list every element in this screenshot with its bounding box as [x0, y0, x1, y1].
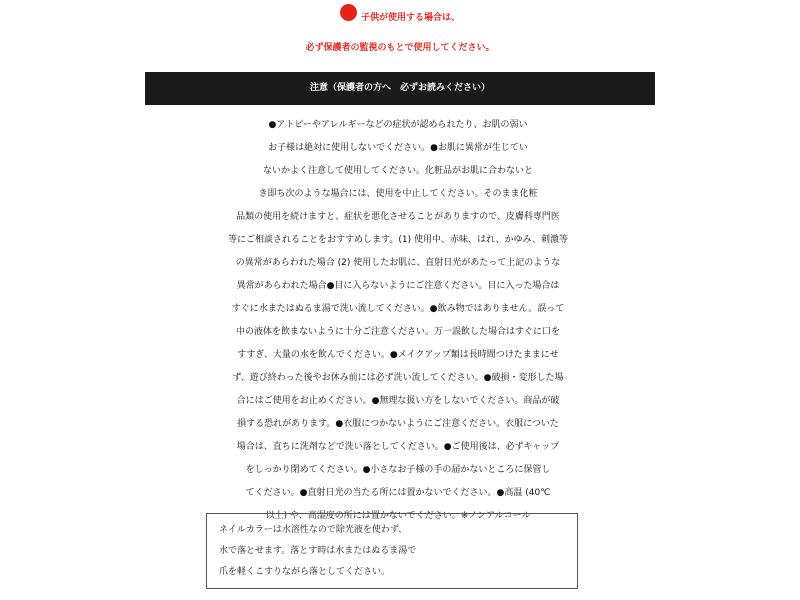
body-line: 合にはご使用をお止めください。●無理な扱い方をしないでください。商品が破 — [236, 396, 560, 406]
body-line: 等にご相談されることをおすすめします。(1) 使用中、赤味、はれ、かゆみ、刺激等 — [227, 235, 569, 245]
body-line: 以上) や、高湿度の所には置かないでください。※ノンアルコール — [265, 511, 531, 521]
body-line: ないかよく注意して使用してください。化粧品がお肌に合わないと — [262, 166, 533, 176]
note-line: ネイルカラーは水溶性なので除光液を使わず、 — [219, 525, 408, 535]
warning-line-2: 必ず保護者の監視のもとで使用してください。 — [305, 43, 495, 53]
body-line: すすぎ、大量の水を飲んでください。●メイクアップ類は長時間つけたままにせ — [237, 350, 559, 360]
nail-color-note-box — [206, 513, 578, 589]
body-line: てください。●直射日光の当たる所には置かないでください。●高温 (40℃ — [245, 488, 551, 498]
caution-banner: 注意（保護者の方へ 必ずお読みください） — [145, 72, 655, 105]
body-line: き即ち次のような場合には、使用を中止してください。そのまま化粧 — [258, 189, 538, 199]
body-line: の異常があらわれた場合 (2) 使用したお肌に、直射日光があたって上記のような — [235, 258, 561, 268]
note-line: 爪を軽くこすりながら落としてください。 — [219, 567, 391, 577]
body-line: 異常があらわれた場合●目に入らないようにご注意ください。目に入った場合は — [236, 281, 560, 291]
warning-line-1 — [0, 4, 800, 31]
body-line: 場合は、直ちに洗剤などで洗い落としてください。●ご使用後は、必ずキャップ — [236, 442, 560, 452]
body-line: ず、遊び終わった後やお休み前には必ず洗い流してください。●破損・変形した場 — [232, 373, 564, 383]
body-line: をしっかり閉めてください。●小さなお子様の手の届かないところに保管し — [245, 465, 551, 475]
body-line: 品類の使用を続けますと、症状を悪化させることがありますので、皮膚科専門医 — [236, 212, 560, 222]
body-line: すぐに水またはぬるま湯で洗い流してください。●飲み物ではありません。誤って — [231, 304, 565, 314]
caution-body — [38, 114, 758, 528]
body-line: 損する恐れがあります。●衣服につかないようにご注意ください。衣服についた — [237, 419, 559, 429]
warning-line-1-text: 子供が使用する場合は、 — [360, 13, 460, 23]
red-bullet-icon — [340, 4, 357, 21]
note-line: 水で落とせます。落とす時は水またはぬるま湯で — [219, 546, 417, 556]
body-line: お子様は絶対に使用しないでください。●お肌に異常が生じてい — [268, 143, 528, 153]
body-line: 中の液体を飲まないように十分ご注意ください。万一誤飲した場合はすぐに口を — [235, 327, 560, 337]
body-line: ●アトピーやアレルギーなどの症状が認められたり、お肌の弱い — [268, 120, 528, 130]
